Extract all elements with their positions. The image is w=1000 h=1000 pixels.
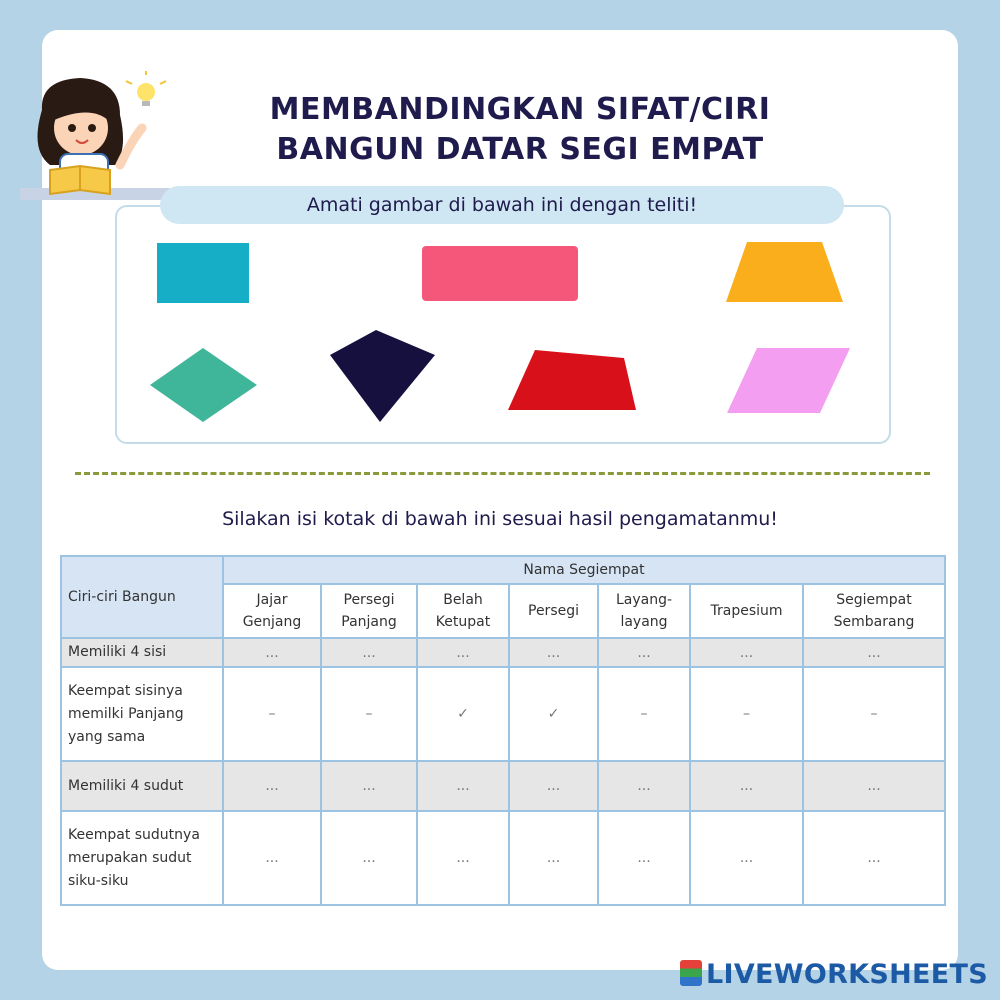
answer-cell[interactable]: ... (803, 638, 945, 667)
answer-cell[interactable]: ... (509, 761, 598, 811)
answer-cell[interactable]: ... (223, 638, 321, 667)
answer-cell: – (690, 667, 803, 761)
answer-cell[interactable]: ... (690, 638, 803, 667)
answer-cell: – (803, 667, 945, 761)
table-row (61, 667, 945, 761)
liveworksheets-logo-icon (680, 960, 702, 986)
answer-cell[interactable]: ... (321, 811, 417, 905)
answer-cell[interactable]: ... (223, 761, 321, 811)
column-header: Persegi Panjang (321, 584, 417, 638)
answer-cell[interactable]: ... (509, 638, 598, 667)
girl-reading-illustration (20, 70, 190, 210)
answer-cell[interactable]: ... (417, 761, 509, 811)
row-feature-label: Keempat sisinya memilki Panjang yang sama (61, 667, 223, 761)
answer-cell: – (321, 667, 417, 761)
answer-cell[interactable]: ... (509, 811, 598, 905)
answer-cell[interactable]: ... (223, 811, 321, 905)
answer-cell[interactable]: ... (803, 811, 945, 905)
title-line-2: BANGUN DATAR SEGI EMPAT (276, 132, 764, 167)
feature-column-header: Ciri-ciri Bangun (61, 556, 223, 638)
answer-cell[interactable]: ... (690, 761, 803, 811)
column-header: Belah Ketupat (417, 584, 509, 638)
check-mark-cell: ✓ (509, 667, 598, 761)
column-header: Segiempat Sembarang (803, 584, 945, 638)
row-feature-label: Keempat sudutnya merupakan sudut siku-siku (61, 811, 223, 905)
answer-cell[interactable]: ... (690, 811, 803, 905)
table-row (61, 811, 945, 905)
page-title (200, 90, 840, 170)
properties-table (60, 555, 946, 906)
observe-prompt: Amati gambar di bawah ini dengan teliti! (160, 186, 844, 224)
fill-instruction: Silakan isi kotak di bawah ini sesuai hasil pengamatanmu! (222, 508, 778, 530)
answer-cell[interactable]: ... (321, 761, 417, 811)
column-header: Persegi (509, 584, 598, 638)
logo-text: LIVEWORKSHEETS (705, 959, 988, 990)
quadrilateral-group-header: Nama Segiempat (223, 556, 945, 584)
section-divider (75, 472, 930, 475)
row-feature-label: Memiliki 4 sisi (61, 638, 223, 667)
answer-cell[interactable]: ... (417, 638, 509, 667)
answer-cell[interactable]: ... (803, 761, 945, 811)
shape-gallery-box (115, 205, 891, 444)
answer-cell[interactable]: ... (417, 811, 509, 905)
column-header: Trapesium (690, 584, 803, 638)
title-line-1: MEMBANDINGKAN SIFAT/CIRI (269, 92, 771, 127)
table-row (61, 638, 945, 667)
column-header: Layang- layang (598, 584, 690, 638)
check-mark-cell: ✓ (417, 667, 509, 761)
table-row (61, 761, 945, 811)
answer-cell: – (223, 667, 321, 761)
answer-cell[interactable]: ... (598, 761, 690, 811)
column-header: Jajar Genjang (223, 584, 321, 638)
answer-cell: – (598, 667, 690, 761)
answer-cell[interactable]: ... (598, 811, 690, 905)
row-feature-label: Memiliki 4 sudut (61, 761, 223, 811)
answer-cell[interactable]: ... (598, 638, 690, 667)
answer-cell[interactable]: ... (321, 638, 417, 667)
liveworksheets-logo[interactable] (680, 959, 988, 990)
